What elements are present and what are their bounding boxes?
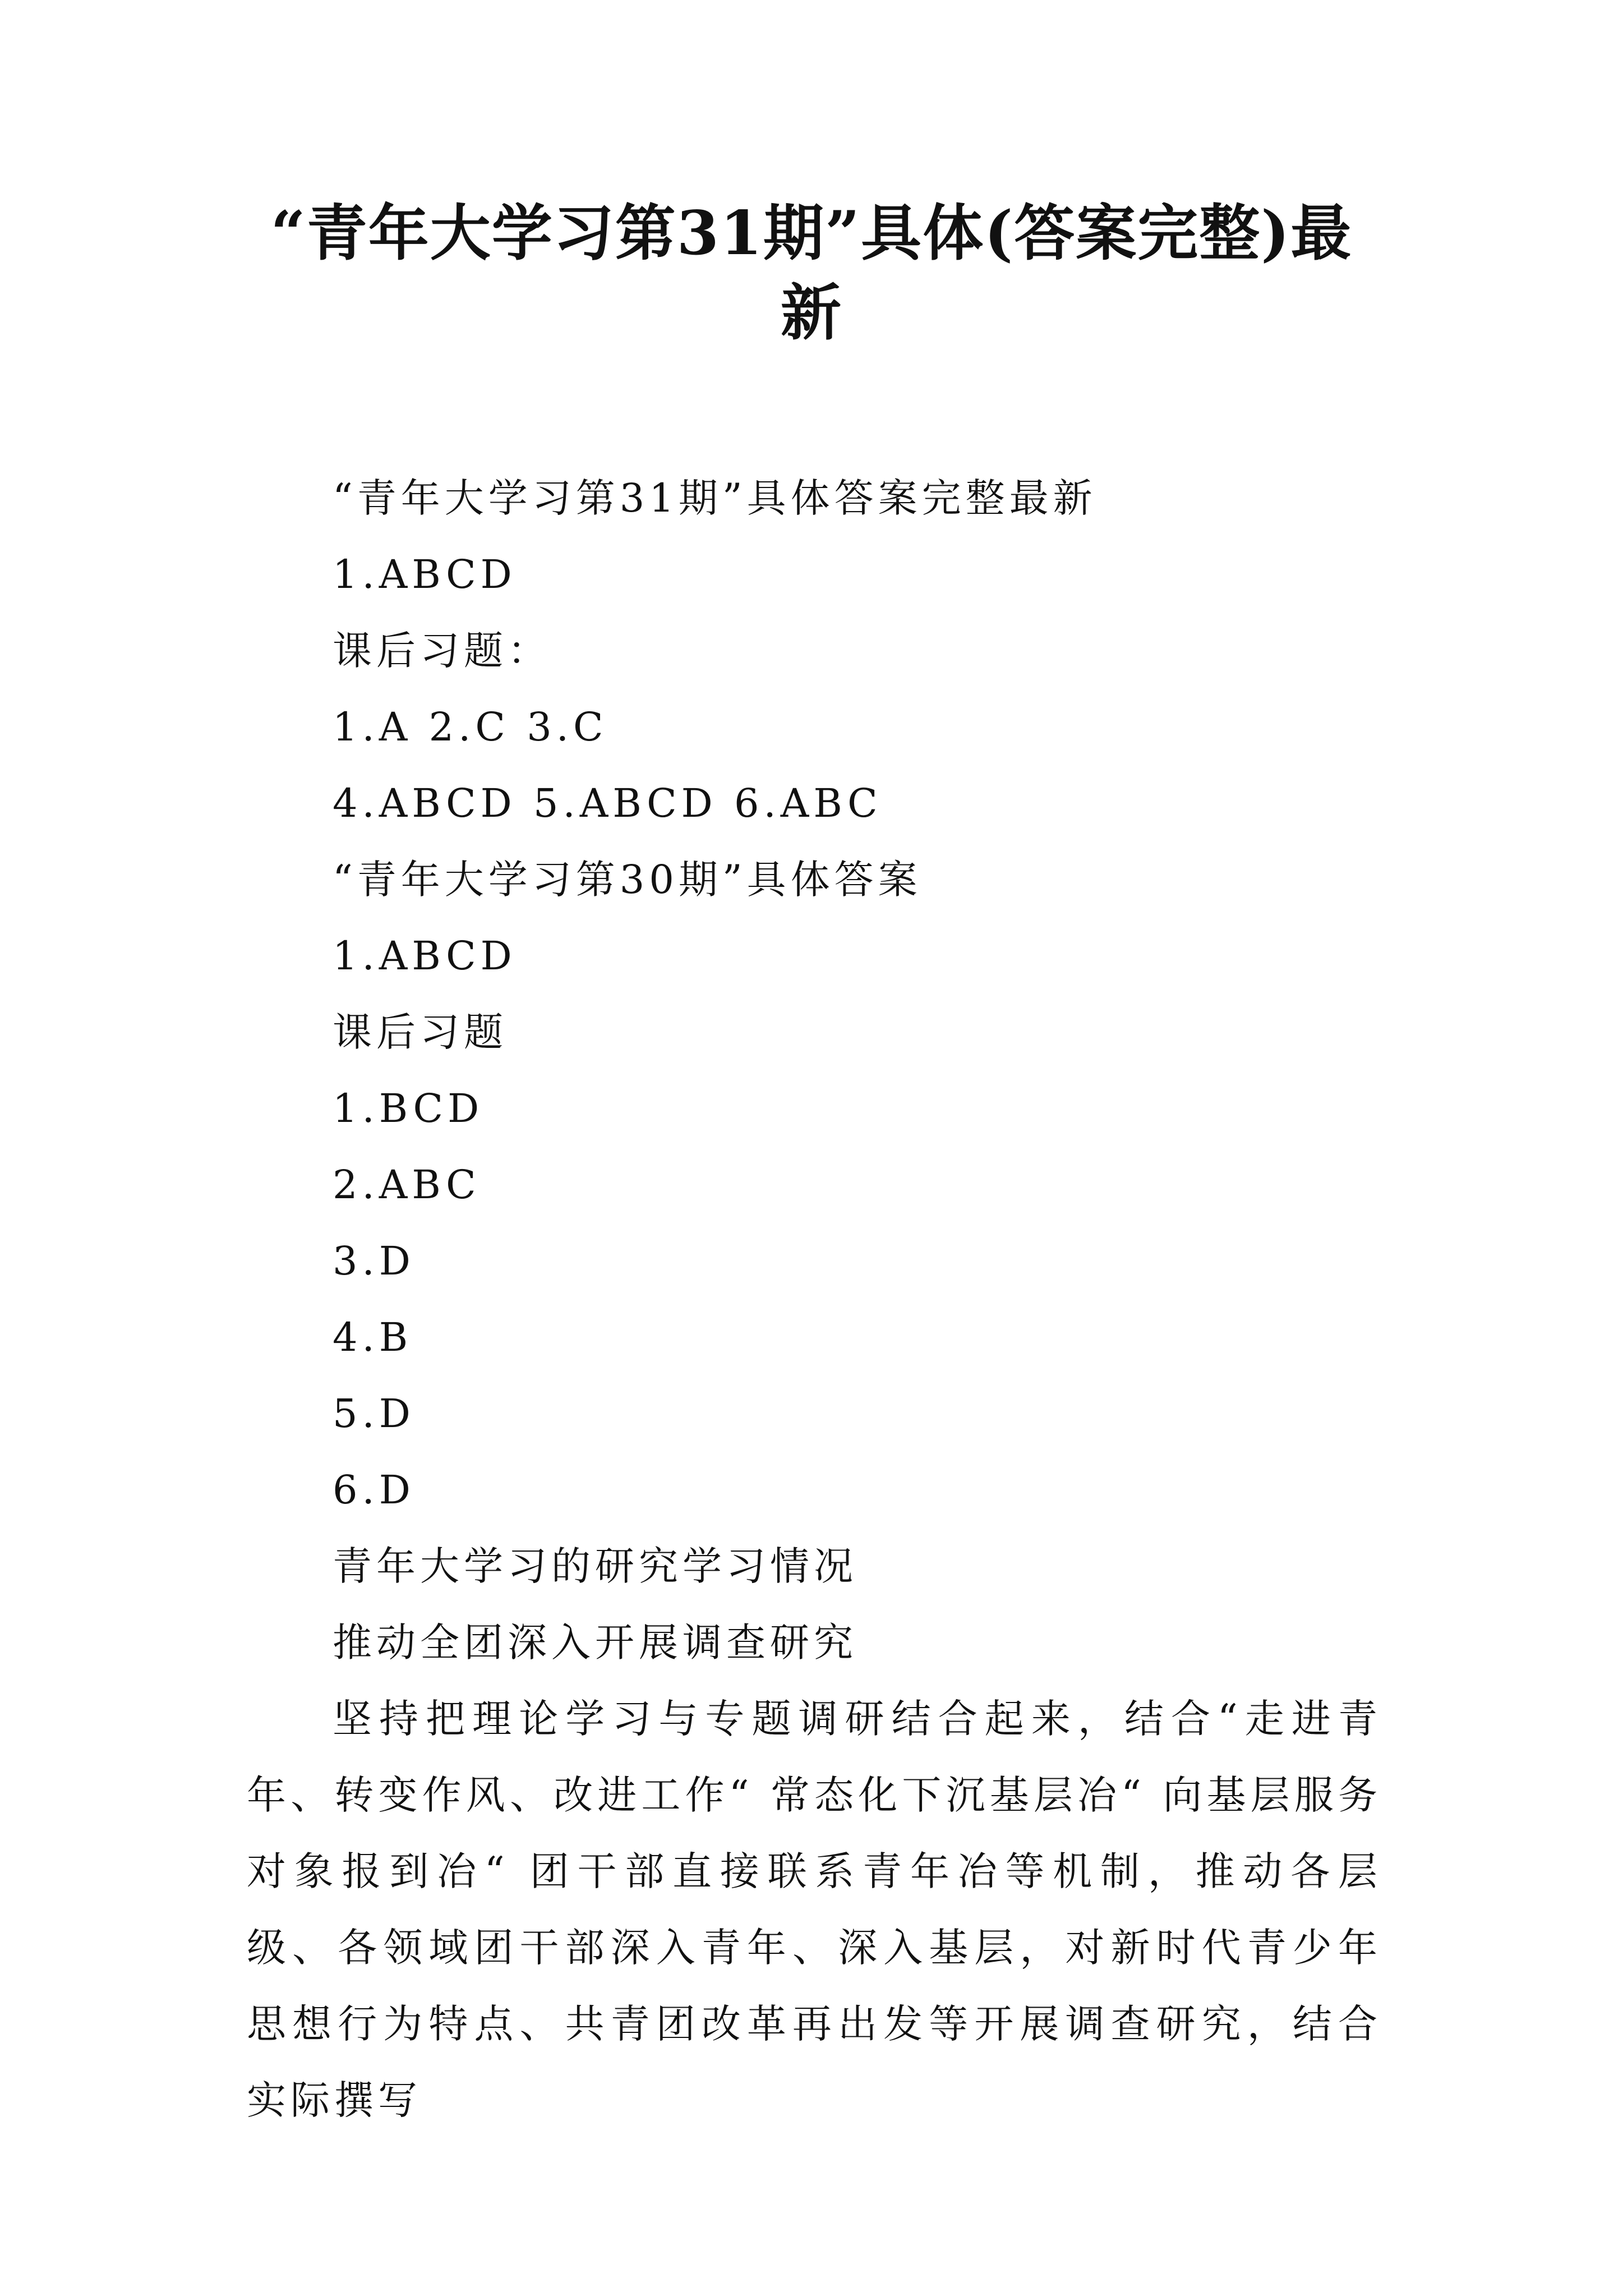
answer-line: 1.ABCD <box>333 933 517 979</box>
section-heading: 课后习题： <box>333 628 551 674</box>
answer-line: 4.B <box>333 1314 413 1360</box>
section-heading: 推动全团深入开展调查研究 <box>333 1619 857 1665</box>
document-body <box>247 460 1382 2138</box>
section-heading: 课后习题 <box>333 1009 508 1055</box>
answer-line: 1.A 2.C 3.C <box>333 704 608 750</box>
answer-line: 1.ABCD <box>333 551 517 597</box>
subtitle-line: “青年大学习第30期”具体答案 <box>333 857 922 903</box>
title-line-2: 新 <box>780 278 842 348</box>
answer-line: 2.ABC <box>333 1162 481 1208</box>
section-heading: 青年大学习的研究学习情况 <box>333 1543 857 1589</box>
answer-line: 3.D <box>333 1238 415 1284</box>
title-line-1: “青年大学习第31期”具体(答案完整)最 <box>270 198 1353 269</box>
document-title <box>247 194 1376 353</box>
answer-line: 4.ABCD 5.ABCD 6.ABC <box>333 780 882 826</box>
answer-line: 6.D <box>333 1467 415 1513</box>
answer-line: 5.D <box>333 1391 415 1437</box>
answer-line: 1.BCD <box>333 1085 484 1131</box>
body-paragraph: 坚持把理论学习与专题调研结合起来，结合“走进青年、转变作风、改进工作“ 常态化下沉基层冶“ 向基层服务对象报到冶“ 团干部直接联系青年冶等机制，推动各层级、各领域团干部深入青年、深入基层，对新时代青少年思想行为特点、共青团改革再出发等开展调查研究，结合实际撰写 <box>247 1696 1382 2123</box>
subtitle-line: “青年大学习第31期”具体答案完整最新 <box>333 475 1097 521</box>
